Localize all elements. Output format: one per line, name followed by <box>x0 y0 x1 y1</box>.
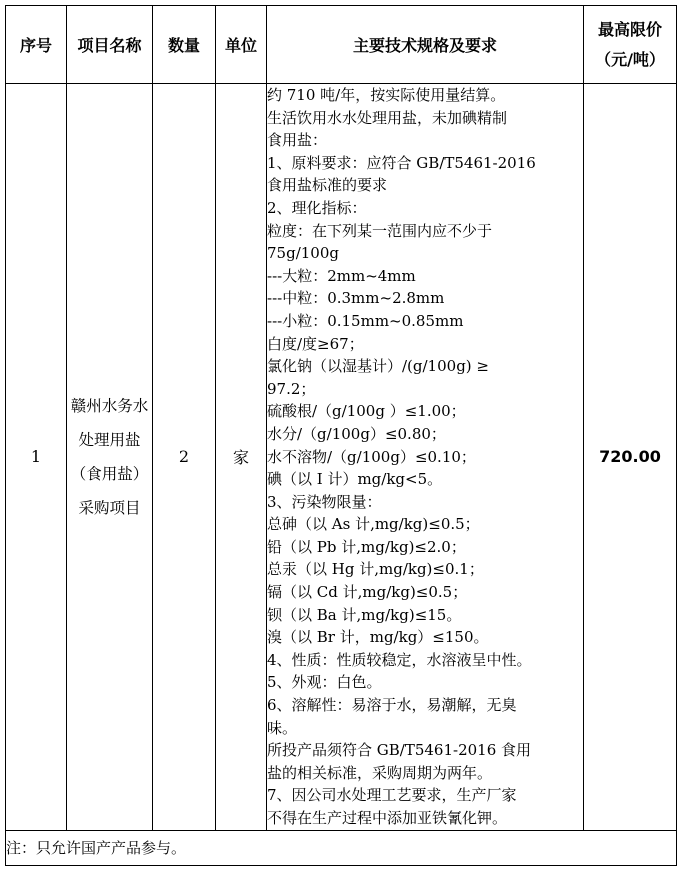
spec-line: 1、原料要求：应符合 GB/T5461-2016 <box>267 153 536 172</box>
header-name: 项目名称 <box>67 6 153 84</box>
spec-line: 镉（以 Cd 计,mg/kg)≤0.5； <box>267 583 468 602</box>
spec-line: 5、外观：白色。 <box>267 673 382 692</box>
spec-line: 7、因公司水处理工艺要求，生产厂家 <box>267 786 517 805</box>
spec-line: 不得在生产过程中添加亚铁氰化钾。 <box>267 809 508 827</box>
spec-line: 生活饮用水水处理用盐，未加碘精制 <box>267 108 508 127</box>
spec-line: 溴（以 Br 计，mg/kg）≤150。 <box>267 628 489 647</box>
spec-line: 总汞（以 Hg 计,mg/kg)≤0.1； <box>267 560 484 579</box>
spec-line: 75g/100g <box>267 244 339 263</box>
cell-project-name: 赣州水务水处理用盐（食用盐）采购项目 <box>67 84 153 831</box>
spec-line: 所投产品须符合 GB/T5461-2016 食用 <box>267 741 532 760</box>
table-row <box>6 84 677 831</box>
note-text: 注：只允许国产产品参与。 <box>6 830 677 865</box>
spec-line: 3、污染物限量： <box>267 492 382 511</box>
header-seq: 序号 <box>6 6 67 84</box>
spec-line: ---小粒：0.15mm~0.85mm <box>267 311 464 330</box>
spec-line: 2、理化指标： <box>267 198 367 217</box>
spec-line: 碘（以 I 计）mg/kg<5。 <box>267 470 443 489</box>
spec-line: 6、溶解性：易溶于水，易潮解，无臭 <box>267 696 517 715</box>
header-unit: 单位 <box>216 6 267 84</box>
cell-unit: 家 <box>216 84 267 831</box>
header-row <box>6 6 677 84</box>
spec-line: 食用盐： <box>267 131 328 150</box>
spec-line: ---大粒：2mm~4mm <box>267 266 416 285</box>
spec-line: 食用盐标准的要求 <box>267 176 388 195</box>
spec-line: 约 710 吨/年，按实际使用量结算。 <box>267 86 506 104</box>
cell-qty: 2 <box>153 84 216 831</box>
procurement-table <box>5 5 677 866</box>
spec-line: 铅（以 Pb 计,mg/kg)≤2.0； <box>267 537 466 556</box>
spec-line: 粒度：在下列某一范围内应不少于 <box>267 221 493 240</box>
note-row <box>6 830 677 865</box>
spec-text <box>267 84 583 830</box>
spec-line: 硫酸根/（g/100g ）≤1.00； <box>267 402 466 421</box>
spec-line: 4、性质：性质较稳定，水溶液呈中性。 <box>267 650 532 669</box>
spec-line: 97.2； <box>267 379 316 398</box>
spec-line: 氯化钠（以湿基计）/(g/100g) ≥ <box>267 357 489 376</box>
spec-line: 钡（以 Ba 计,mg/kg)≤15。 <box>267 605 462 624</box>
header-price-line2: （元/吨） <box>595 49 665 69</box>
spec-line: ---中粒：0.3mm~2.8mm <box>267 289 445 308</box>
header-spec: 主要技术规格及要求 <box>267 6 584 84</box>
header-price-line1: 最高限价 <box>597 19 662 39</box>
cell-spec <box>267 84 584 831</box>
spec-line: 水分/（g/100g）≤0.80； <box>267 424 446 443</box>
header-price <box>584 6 677 84</box>
header-qty: 数量 <box>153 6 216 84</box>
cell-seq: 1 <box>6 84 67 831</box>
spec-line: 水不溶物/（g/100g）≤0.10； <box>267 447 476 466</box>
spec-line: 总砷（以 As 计,mg/kg)≤0.5； <box>267 515 480 534</box>
spec-line: 盐的相关标准，采购周期为两年。 <box>267 763 493 782</box>
spec-line: 白度/度≥67； <box>267 334 364 353</box>
spec-line: 味。 <box>267 718 298 737</box>
cell-price: 720.00 <box>584 84 677 831</box>
